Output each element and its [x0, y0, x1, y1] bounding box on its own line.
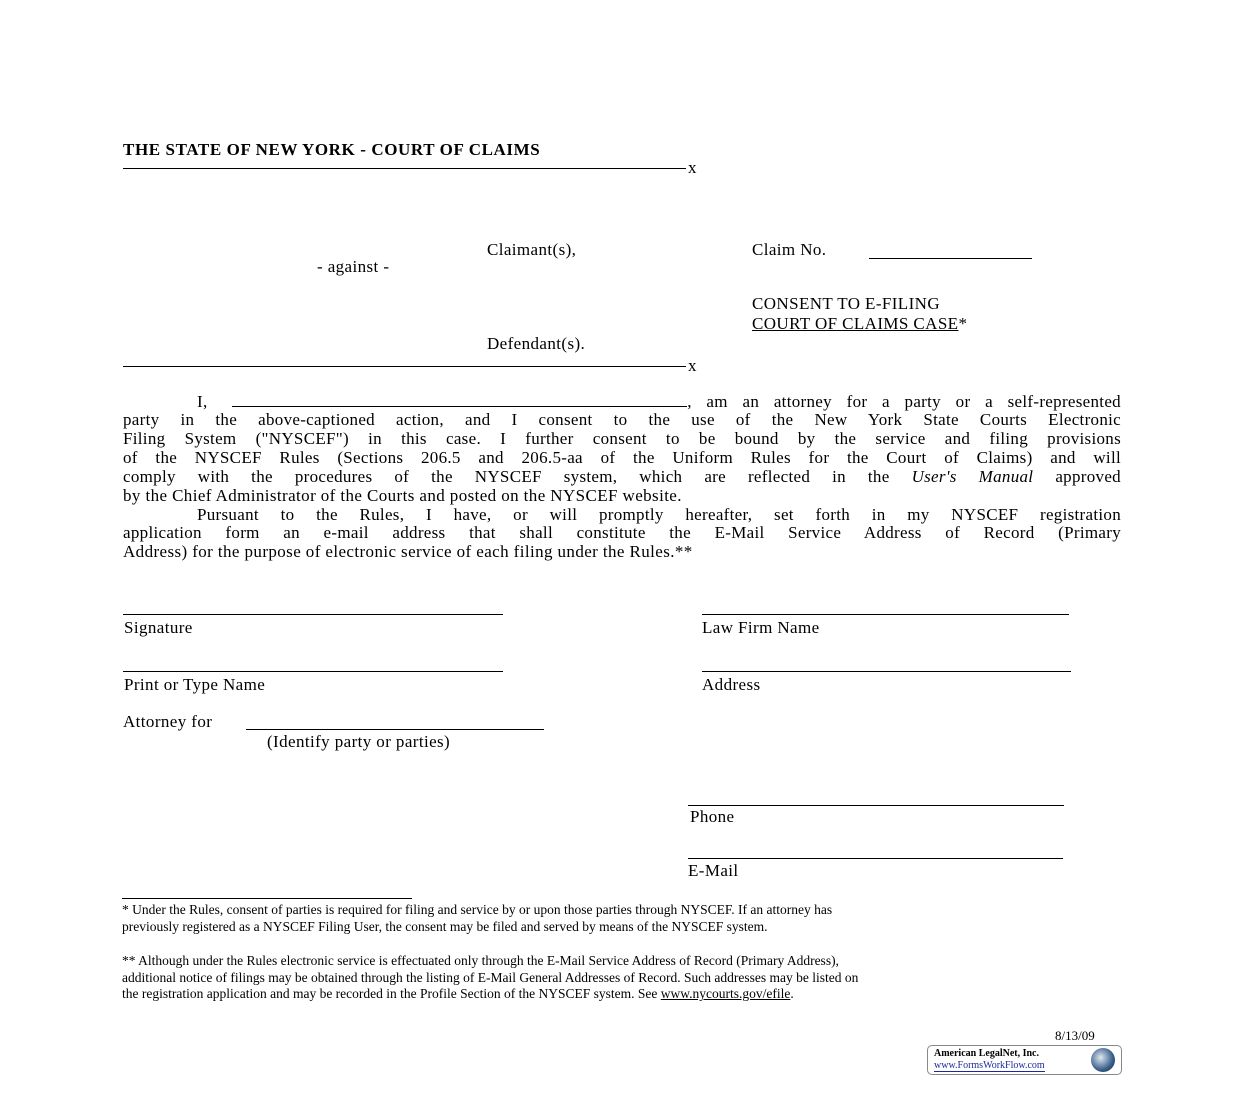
logo-company: American LegalNet, Inc. [934, 1048, 1039, 1059]
print-name-label: Print or Type Name [124, 675, 266, 694]
body-l5c: approved [1055, 467, 1121, 486]
caption-top-rule [123, 168, 686, 169]
email-label: E-Mail [688, 861, 739, 880]
attorney-for-label: Attorney for [123, 712, 213, 731]
footnote-1-line-2: previously registered as a NYSCEF Filing User, the consent may be filed and served by means of the NYSCEF system. [122, 919, 768, 934]
body-l5a: comply with the procedures of the NYSCEF system, which are reflected in the [123, 467, 890, 486]
logo-url[interactable]: www.FormsWorkFlow.com [934, 1060, 1045, 1071]
body-line-3: Filing System ("NYSCEF") in this case. I further consent to be bound by the service and filing provisions [123, 429, 1121, 448]
footnote-end: . [790, 986, 794, 1001]
body-line-4: of the NYSCEF Rules (Sections 206.5 and 206.5-aa of the Uniform Rules for the Court of Claims) and will [123, 448, 1121, 467]
body-line-8: application form an e-mail address that shall constitute the E-Mail Service Address of Record (Primary [123, 523, 1121, 542]
caption-x-top: x [688, 158, 697, 177]
footnote-2-line-2: additional notice of filings may be obtained through the listing of E-Mail General Addresses of Record. Such addresses may be listed on [122, 970, 859, 985]
body-line-2: party in the above-captioned action, and I consent to the use of the New York State Courts Electronic [123, 410, 1121, 429]
title-line-1: CONSENT TO E-FILING [752, 294, 940, 313]
signature-label: Signature [124, 618, 193, 637]
identify-parties-label: (Identify party or parties) [267, 732, 451, 751]
title-line-2: COURT OF CLAIMS CASE [752, 314, 959, 333]
address-line[interactable] [702, 671, 1071, 672]
footnote-rule [122, 898, 412, 899]
body-line-7: Pursuant to the Rules, I have, or will promptly hereafter, set forth in my NYSCEF registration [197, 505, 1121, 524]
phone-line[interactable] [688, 805, 1064, 806]
body-line-9: Address) for the purpose of electronic service of each filing under the Rules.** [123, 542, 693, 561]
body-l1-start: I, [197, 392, 208, 411]
email-line[interactable] [688, 858, 1063, 859]
footnote-1-line-1: * Under the Rules, consent of parties is required for filing and service by or upon those parties through NYSCEF. If an attorney has [122, 902, 833, 917]
body-line-1 [197, 392, 1121, 411]
claim-no-label: Claim No. [752, 240, 827, 259]
caption-bottom-rule [123, 366, 686, 367]
defendant-label: Defendant(s). [487, 334, 586, 353]
court-heading: THE STATE OF NEW YORK - COURT OF CLAIMS [123, 140, 541, 159]
attorney-for-line[interactable] [246, 729, 544, 730]
signature-line[interactable] [123, 614, 503, 615]
against-label: - against - [317, 257, 390, 276]
footnote-2-line-3: the registration application and may be recorded in the Profile Section of the NYSCEF system. See [122, 986, 658, 1001]
claimant-label: Claimant(s), [487, 240, 577, 259]
body-l1-rest: , am an attorney for a party or a self-represented [687, 392, 1121, 411]
law-firm-label: Law Firm Name [702, 618, 820, 637]
body-line-6: by the Chief Administrator of the Courts and posted on the NYSCEF website. [123, 486, 682, 505]
footnote-2-line-1: ** Although under the Rules electronic service is effectuated only through the E-Mail Service Address of Record (Primary Address), [122, 953, 839, 968]
form-date: 8/13/09 [1055, 1028, 1095, 1043]
law-firm-line[interactable] [702, 614, 1069, 615]
print-name-line[interactable] [123, 671, 503, 672]
efile-link[interactable]: www.nycourts.gov/efile [660, 986, 791, 1001]
title-footnote-mark: * [958, 314, 968, 333]
claim-no-field[interactable] [869, 258, 1032, 259]
globe-icon [1091, 1048, 1115, 1072]
american-legalnet-logo[interactable] [927, 1045, 1122, 1075]
address-label: Address [702, 675, 761, 694]
attorney-name-field[interactable] [232, 394, 687, 407]
users-manual-ref: User's Manual [911, 467, 1034, 486]
body-line-5 [123, 467, 1121, 486]
caption-x-bottom: x [688, 356, 697, 375]
phone-label: Phone [690, 807, 735, 826]
